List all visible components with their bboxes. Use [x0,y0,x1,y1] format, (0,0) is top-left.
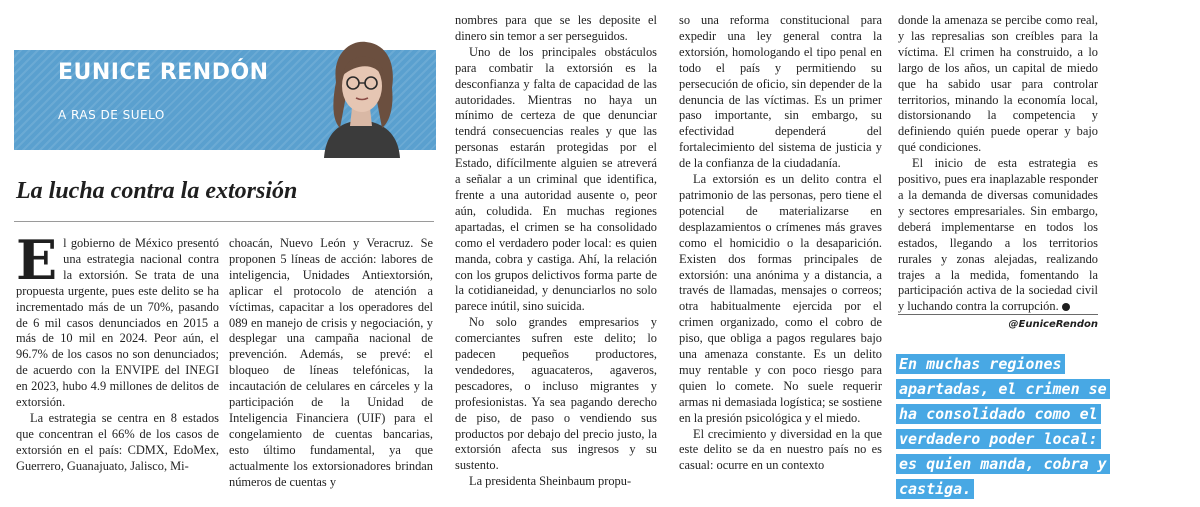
drop-cap: E [16,228,58,292]
column-name: A RAS DE SUELO [58,108,165,122]
column-header-banner [14,22,436,158]
paragraph: El crecimiento y diversidad en la que este delito se da en nuestro país no es casual: ocurre en un contexto [679,426,882,473]
paragraph: choacán, Nuevo León y Veracruz. Se proponen 5 líneas de acción: labores de inteligencia, Unidades Antiextorsión, aplicar el protocolo de atención a víctimas, capacitar a los operadores del 089 en manejo de crisis y negociación, y desplegar una campaña nacional de prevención. Además, se prevé: el bloqueo de líneas telefónicas, la incautación de celulares en cárceles y la participación de la Unidad de Inteligencia Financiera (UIF) para el congelamiento de cuentas bancarias, esto último fundamental, ya que actualmente los extorsionadores brindan números de cuentas y [229,236,433,489]
author-name: EUNICE RENDÓN [58,60,269,85]
author-handle: @EuniceRendon [1008,319,1098,330]
text-column-2 [229,236,433,491]
article-title: La lucha contra la extorsión [16,178,298,204]
paragraph: La extorsión es un delito contra el patrimonio de las personas, pero tiene el potencial de materializarse en desplazamientos o crímenes más graves como el homicidio o la desaparición. Existen dos formas principales de extorsión: una anónima y a distancia, a través de llamadas, mensajes o correos; otra habitualmente ejercida por el crimen organizado, como el cobro de piso, que obliga a pagos regulares bajo una amenaza constante. Es un delito muy rentable y con poco riesgo para quien lo comete. No suele requerir armas ni demasiada logística; se sostiene en la presión psicológica y el miedo. [679,172,882,425]
text-column-1 [16,228,219,475]
pull-quote-text: En muchas regiones apartadas, el crimen se ha consolidado como el verdadero poder local: es quien manda, cobra y castiga. [896,354,1110,499]
paragraph: so una reforma constitucional para expedir una ley general contra la extorsión, homologando el tipo penal en todo el país y permitiendo su persecución de oficio, sin depender de la denuncia de las víctimas. Es un primer paso importante, sin embargo, su efectividad dependerá del fortalecimiento del sistema de justicia y de la confianza de la ciudadanía. [679,13,882,171]
paragraph-text: El inicio de esta estrategia es positivo, pues era inaplazable responder a la demanda de diversas comunidades y sectores empresariales. Sin embargo, deberá implementarse en todos los estados, llegando a los territorios rurales y zonas alejadas, realizando trajes a la medida, fomentando la participación activa de la sociedad civil y luchando contra la corrupción. [898,156,1098,314]
title-divider [14,221,434,222]
paragraph: nombres para que se les deposite el dinero sin temor a ser perseguidos. [455,13,657,43]
author-portrait [306,36,416,158]
paragraph: La estrategia se centra en 8 estados que concentran el 66% de los casos de extorsión en el país: CDMX, EdoMex, Guerrero, Guanajuato, Jalisco, Mi- [16,410,219,473]
paragraph-text: l gobierno de México presentó una estrategia nacional contra la extorsión. Se trata de una propuesta urgente, pues este delito se ha incrementado más de un 70%, pasando de 6 mil casos denunciados en 2015 a más de 10 mil en 2024. Peor aún, el 96.7% de los casos no son denunciados; de acuerdo con la ENVIPE del INEGI en 2023, hubo 4.9 millones de delitos de extorsión. [16,236,219,410]
paragraph: No solo grandes empresarios y comerciantes sufren este delito; lo padecen pequeños productores, vendedores, aguacateros, agaveros, pescadores, o incluso migrantes y profesionistas. Ya sea pagando derecho de piso, de paso o vendiendo sus productos por debajo del precio justo, la extorsión afecta sus ingresos y su sustento. [455,315,657,473]
paragraph: donde la amenaza se percibe como real, y las represalias son creíbles para la víctima. El crimen ha construido, a lo largo de los años, un capital de miedo que ha sabido usar para controlar territorios, minando la economía local, distorsionando la competencia y definiendo quién puede operar y bajo qué condiciones. [898,13,1098,155]
paragraph: La presidenta Sheinbaum propu- [469,474,632,489]
paragraph [898,156,1098,315]
pull-quote [896,352,1124,502]
paragraph [16,228,219,411]
text-column-5 [898,13,1098,315]
paragraph: Uno de los principales obstáculos para combatir la extorsión es la desconfianza y falta de capacidad de las autoridades. Mientras no haya un mínimo de certeza de que denunciar tendrá consecuencias reales y que las personas estarán protegidas por el Estado, difícilmente alguien se atreverá a señalar a un criminal que identifica, frente a una autoridad ausente o, peor aún, coludida. En muchas regiones apartadas, el crimen se ha consolidado como el verdadero poder local: es quien manda, cobra y castiga. Ahí, la relación con los grupos delictivos forma parte de la cotidianeidad, y denunciarlos no solo parece inútil, sino suicida. [455,44,657,314]
text-column-4 [679,13,882,474]
end-mark-icon [1062,303,1070,311]
author-handle-divider [898,314,1098,315]
text-column-3 [455,13,657,490]
